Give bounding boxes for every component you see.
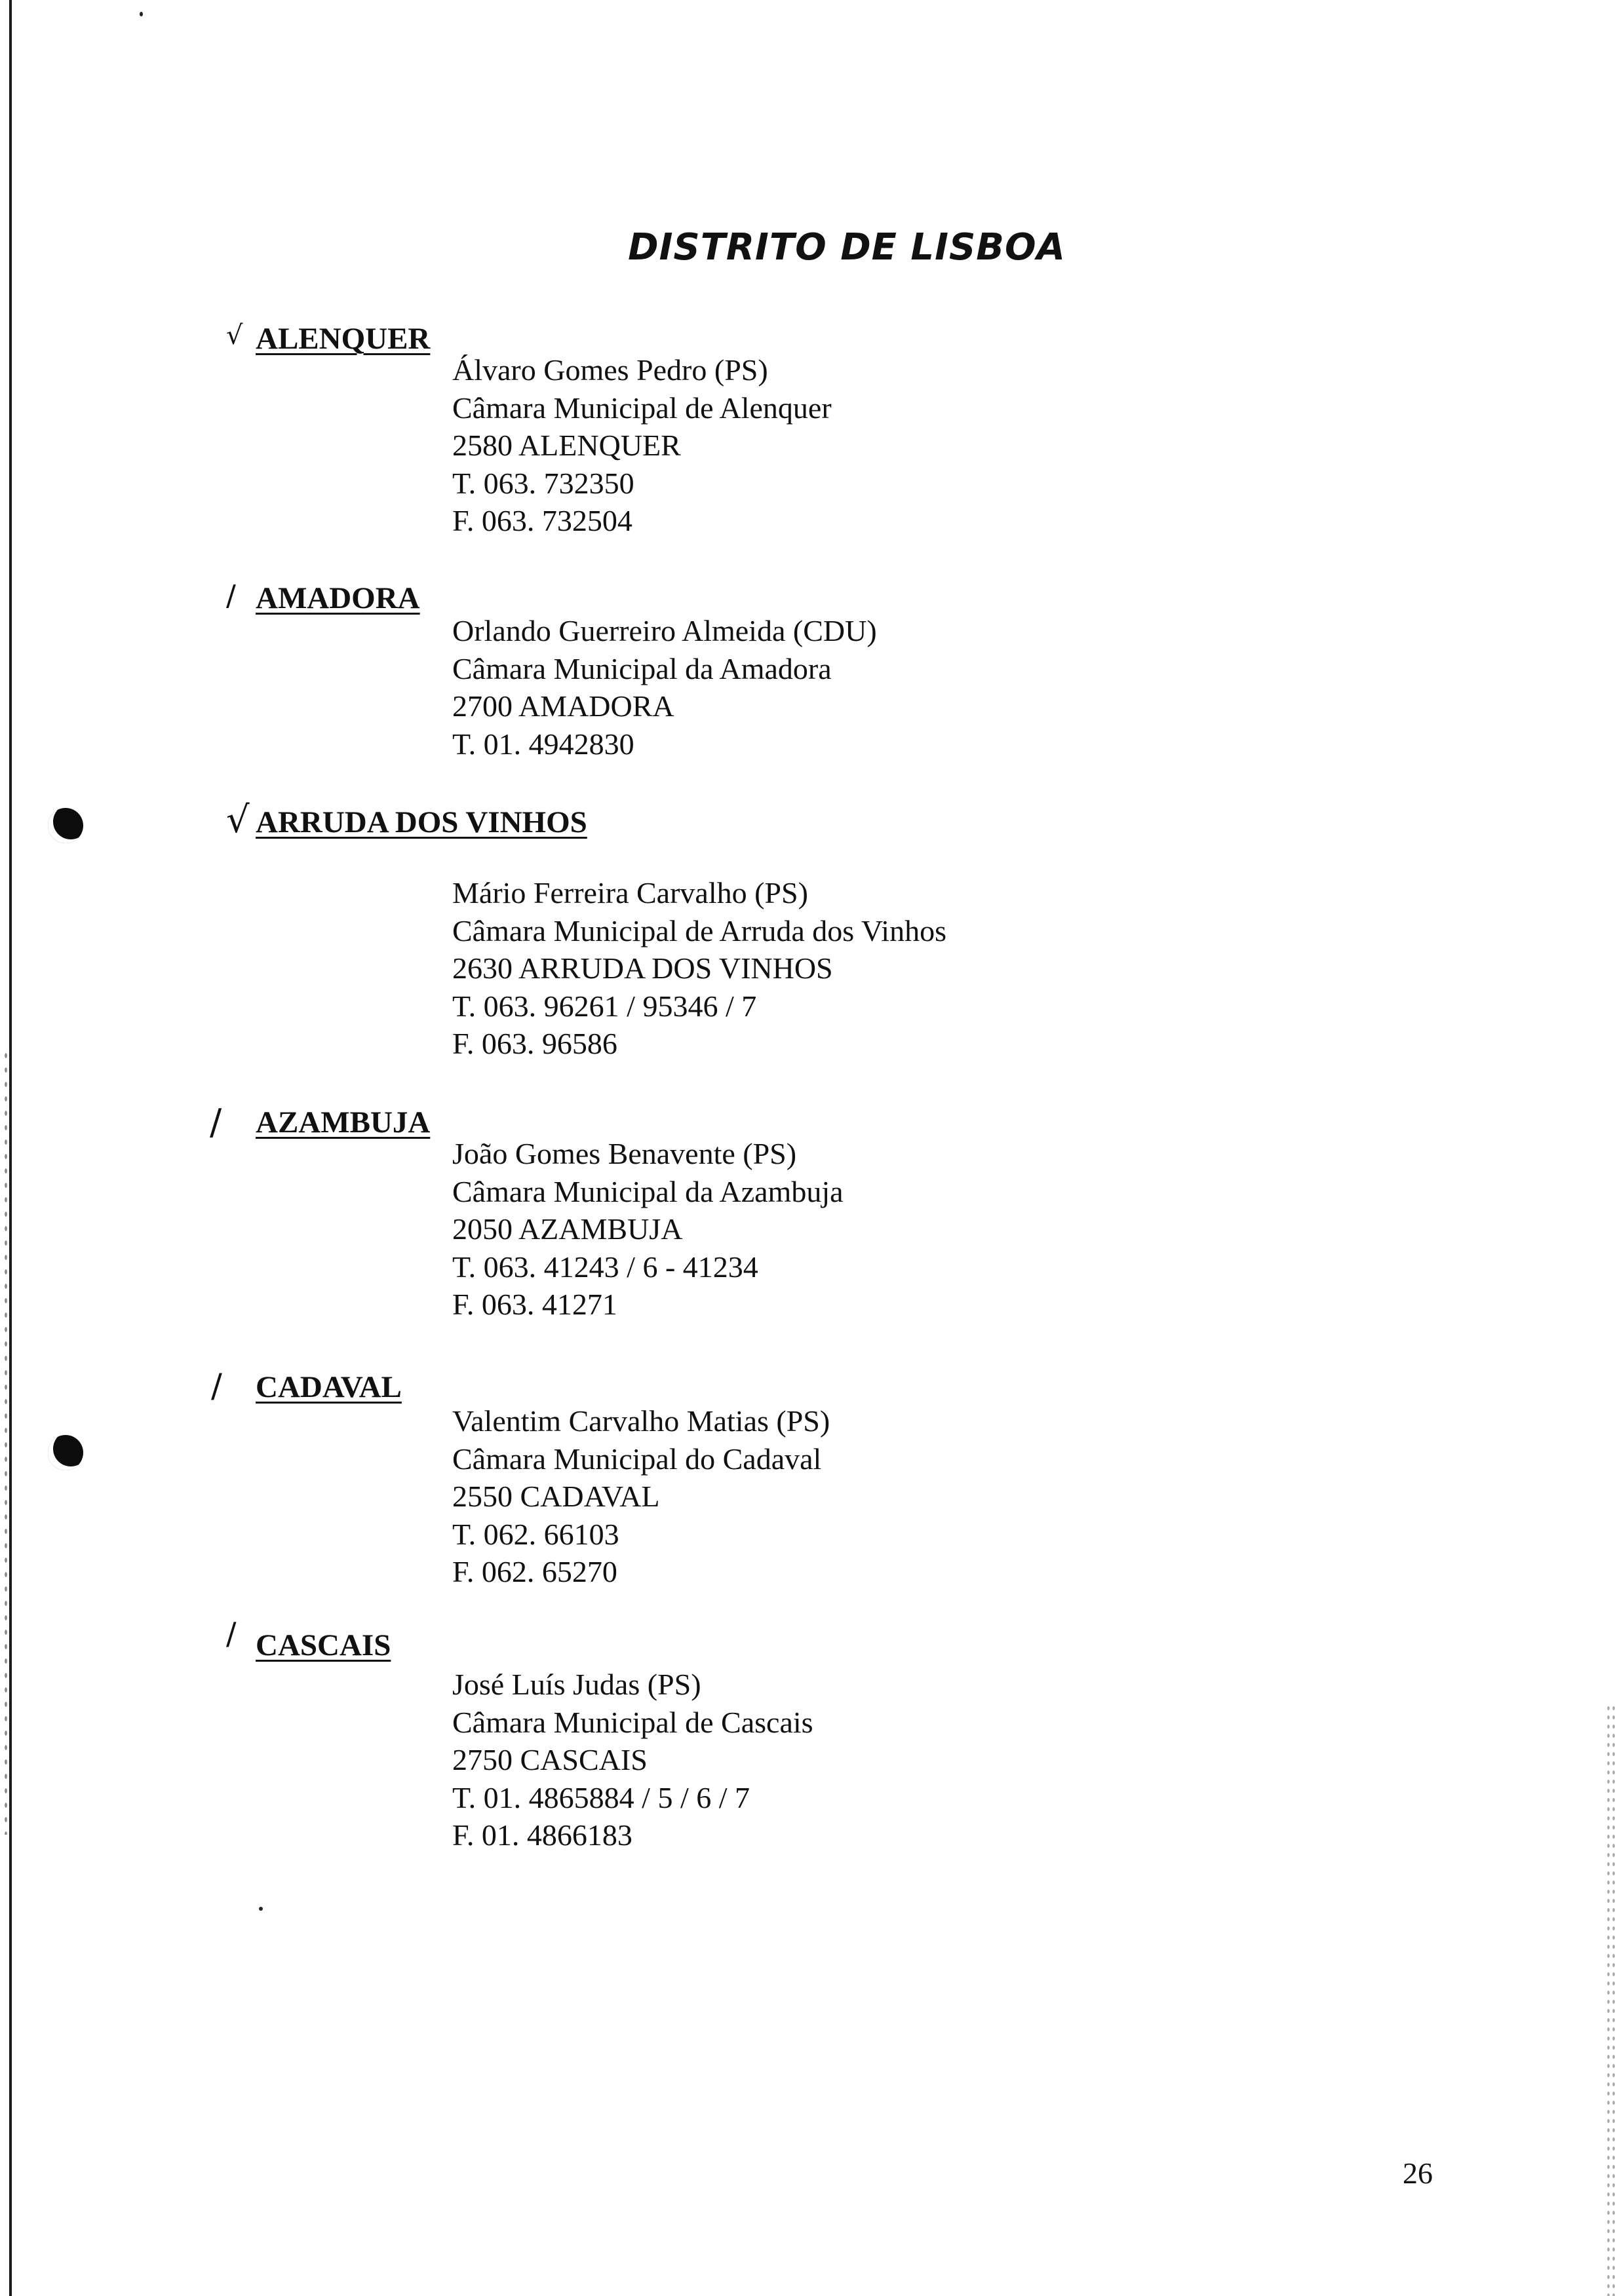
check-mark-icon: /	[226, 1616, 237, 1651]
council-name: Câmara Municipal do Cadaval	[452, 1442, 822, 1476]
check-mark-icon: √	[226, 799, 250, 841]
fax: F. 063. 732504	[452, 504, 632, 537]
check-mark-icon: √	[226, 320, 243, 351]
contact-details	[452, 874, 946, 1063]
telephone: T. 063. 732350	[452, 466, 634, 500]
page-number: 26	[1403, 2156, 1433, 2190]
contact-details	[452, 1666, 813, 1854]
page-edge-noise	[1606, 1704, 1615, 2296]
fax: F. 01. 4866183	[452, 1818, 632, 1852]
telephone: T. 062. 66103	[452, 1517, 619, 1551]
council-name: Câmara Municipal de Cascais	[452, 1705, 813, 1739]
check-mark-icon: /	[226, 579, 236, 613]
postal-address: 2550 CADAVAL	[452, 1480, 660, 1513]
mayor-name: João Gomes Benavente (PS)	[452, 1137, 797, 1170]
mayor-name: Valentim Carvalho Matias (PS)	[452, 1404, 830, 1438]
municipality-name: AZAMBUJA	[256, 1105, 431, 1139]
mayor-name: Mário Ferreira Carvalho (PS)	[452, 876, 808, 909]
municipality-name: CASCAIS	[256, 1628, 391, 1662]
binding-edge	[9, 0, 12, 2296]
binding-perforation	[3, 1048, 9, 1835]
scan-speck	[259, 1907, 263, 1911]
punch-hole-icon	[48, 808, 83, 843]
telephone: T. 01. 4865884 / 5 / 6 / 7	[452, 1780, 750, 1814]
postal-address: 2750 CASCAIS	[452, 1743, 648, 1776]
fax: F. 063. 41271	[452, 1288, 617, 1321]
check-mark-icon: /	[210, 1101, 222, 1143]
municipality-name: ARRUDA DOS VINHOS	[256, 805, 587, 839]
telephone: T. 01. 4942830	[452, 727, 634, 761]
contact-details	[452, 351, 832, 540]
page-title: DISTRITO DE LISBOA	[628, 226, 1066, 269]
telephone: T. 063. 41243 / 6 - 41234	[452, 1250, 758, 1284]
postal-address: 2050 AZAMBUJA	[452, 1212, 683, 1246]
contact-details	[452, 1135, 844, 1324]
municipality-name: CADAVAL	[256, 1370, 402, 1404]
council-name: Câmara Municipal de Arruda dos Vinhos	[452, 913, 946, 947]
mayor-name: Álvaro Gomes Pedro (PS)	[452, 353, 768, 387]
contact-details	[452, 612, 877, 763]
council-name: Câmara Municipal da Azambuja	[452, 1174, 844, 1208]
council-name: Câmara Municipal de Alenquer	[452, 391, 832, 425]
mayor-name: Orlando Guerreiro Almeida (CDU)	[452, 614, 877, 647]
council-name: Câmara Municipal da Amadora	[452, 651, 832, 685]
municipality-name: AMADORA	[256, 581, 420, 615]
check-mark-icon: /	[211, 1367, 222, 1405]
telephone: T. 063. 96261 / 95346 / 7	[452, 989, 757, 1023]
mayor-name: José Luís Judas (PS)	[452, 1668, 701, 1701]
postal-address: 2700 AMADORA	[452, 689, 674, 723]
postal-address: 2630 ARRUDA DOS VINHOS	[452, 951, 833, 985]
contact-details	[452, 1402, 830, 1591]
fax: F. 062. 65270	[452, 1555, 617, 1588]
scan-speck	[140, 12, 143, 16]
municipality-name: ALENQUER	[256, 322, 431, 356]
fax: F. 063. 96586	[452, 1027, 617, 1060]
punch-hole-icon	[48, 1435, 83, 1470]
postal-address: 2580 ALENQUER	[452, 429, 681, 462]
